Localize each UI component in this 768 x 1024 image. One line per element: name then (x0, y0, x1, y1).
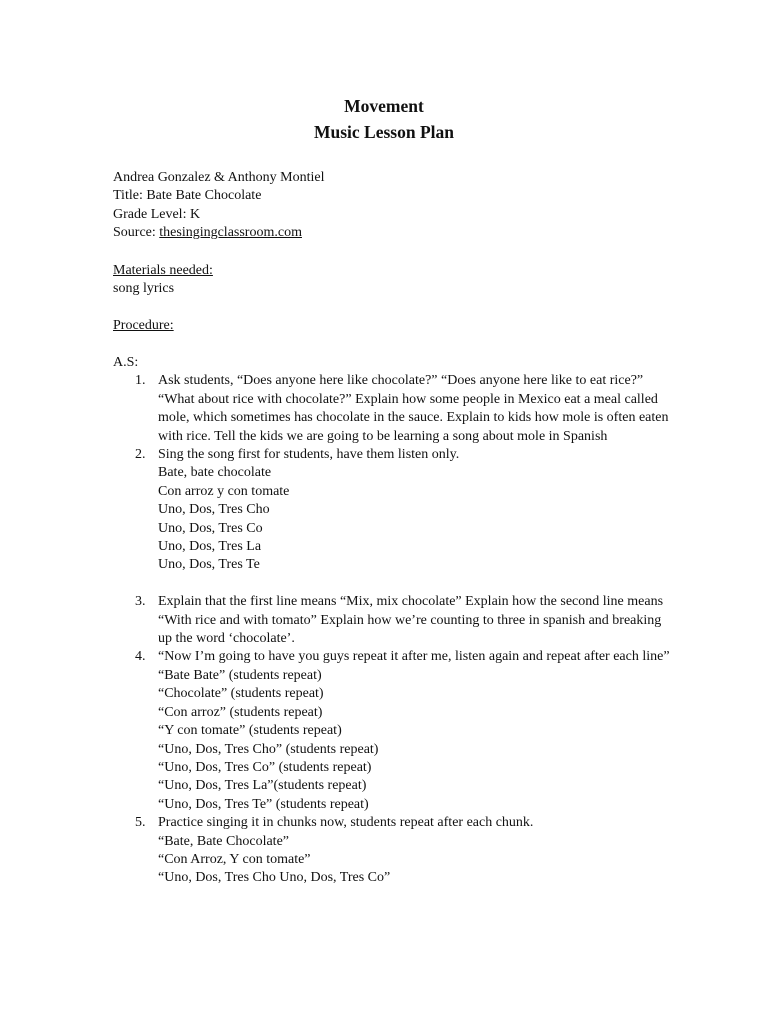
grade-level-line: Grade Level: K (113, 206, 201, 222)
repeat-line: “Con arroz” (students repeat) (158, 704, 323, 720)
procedure-heading: Procedure: (113, 318, 174, 333)
source-label: Source: (113, 225, 160, 241)
heading-movement: Movement (344, 96, 424, 116)
step-3 (113, 593, 673, 648)
info-block (113, 169, 673, 243)
lyric-line: Con arroz y con tomate (158, 483, 290, 499)
source-link[interactable]: thesingingclassroom.com (159, 225, 302, 241)
procedure-section (113, 354, 673, 888)
lyric-line: Uno, Dos, Tres Te (158, 557, 260, 573)
repeat-line: “Uno, Dos, Tres Te” (students repeat) (158, 796, 369, 812)
procedure-steps (113, 372, 673, 887)
spacer (158, 575, 673, 593)
procedure-heading-block (113, 317, 673, 335)
lyric-line: Bate, bate chocolate (158, 465, 272, 481)
lyric-line: Uno, Dos, Tres La (158, 539, 262, 555)
step-1 (113, 372, 673, 446)
materials-heading: Materials needed: (113, 263, 213, 278)
step-5 (113, 814, 673, 888)
song-title-line: Title: Bate Bate Chocolate (113, 188, 262, 204)
step-2 (113, 446, 673, 593)
step-number: 3. (135, 594, 146, 610)
step-text: Ask students, “Does anyone here like chocolate?” “Does anyone here like to eat rice?” “What about rice with chocolate?” Explain how some people in Mexico eat a meal called mole, which sometimes has chocolate in the sauce. Explain to kids how mole is often eaten with rice. Tell the kids we are going to be learning a song about mole in Spanish (158, 373, 669, 444)
repeat-line: “Uno, Dos, Tres Cho” (students repeat) (158, 741, 379, 757)
step-text: Sing the song first for students, have them listen only. (158, 447, 460, 463)
procedure-section-label: A.S: (113, 355, 139, 370)
lyric-line: Uno, Dos, Tres Co (158, 520, 263, 536)
chunk-line: “Uno, Dos, Tres Cho Uno, Dos, Tres Co” (158, 870, 391, 886)
lyric-line: Uno, Dos, Tres Cho (158, 502, 270, 518)
source-line (113, 224, 673, 242)
materials-section (113, 262, 673, 299)
step-4 (113, 648, 673, 814)
step-text: “Now I’m going to have you guys repeat it after me, listen again and repeat after each line” (158, 649, 670, 665)
repeat-line: “Uno, Dos, Tres La”(students repeat) (158, 778, 367, 794)
materials-text: song lyrics (113, 281, 175, 297)
step-number: 1. (135, 373, 146, 389)
repeat-line: “Y con tomate” (students repeat) (158, 723, 342, 739)
step-number: 4. (135, 649, 146, 665)
chunk-line: “Bate, Bate Chocolate” (158, 833, 289, 849)
step-text: Explain that the first line means “Mix, mix chocolate” Explain how the second line means “With rice and with tomato” Explain how we’re counting to three in spanish and breaking up the word ‘chocolate’. (158, 594, 664, 647)
repeat-line: “Bate Bate” (students repeat) (158, 667, 322, 683)
step-text: Practice singing it in chunks now, students repeat after each chunk. (158, 815, 534, 831)
authors-line: Andrea Gonzalez & Anthony Montiel (113, 170, 325, 185)
step-number: 2. (135, 447, 146, 463)
repeat-line: “Uno, Dos, Tres Co” (students repeat) (158, 759, 372, 775)
step-number: 5. (135, 815, 146, 831)
heading-lesson-plan: Music Lesson Plan (313, 122, 455, 142)
repeat-line: “Chocolate” (students repeat) (158, 686, 324, 702)
chunk-line: “Con Arroz, Y con tomate” (158, 851, 311, 867)
